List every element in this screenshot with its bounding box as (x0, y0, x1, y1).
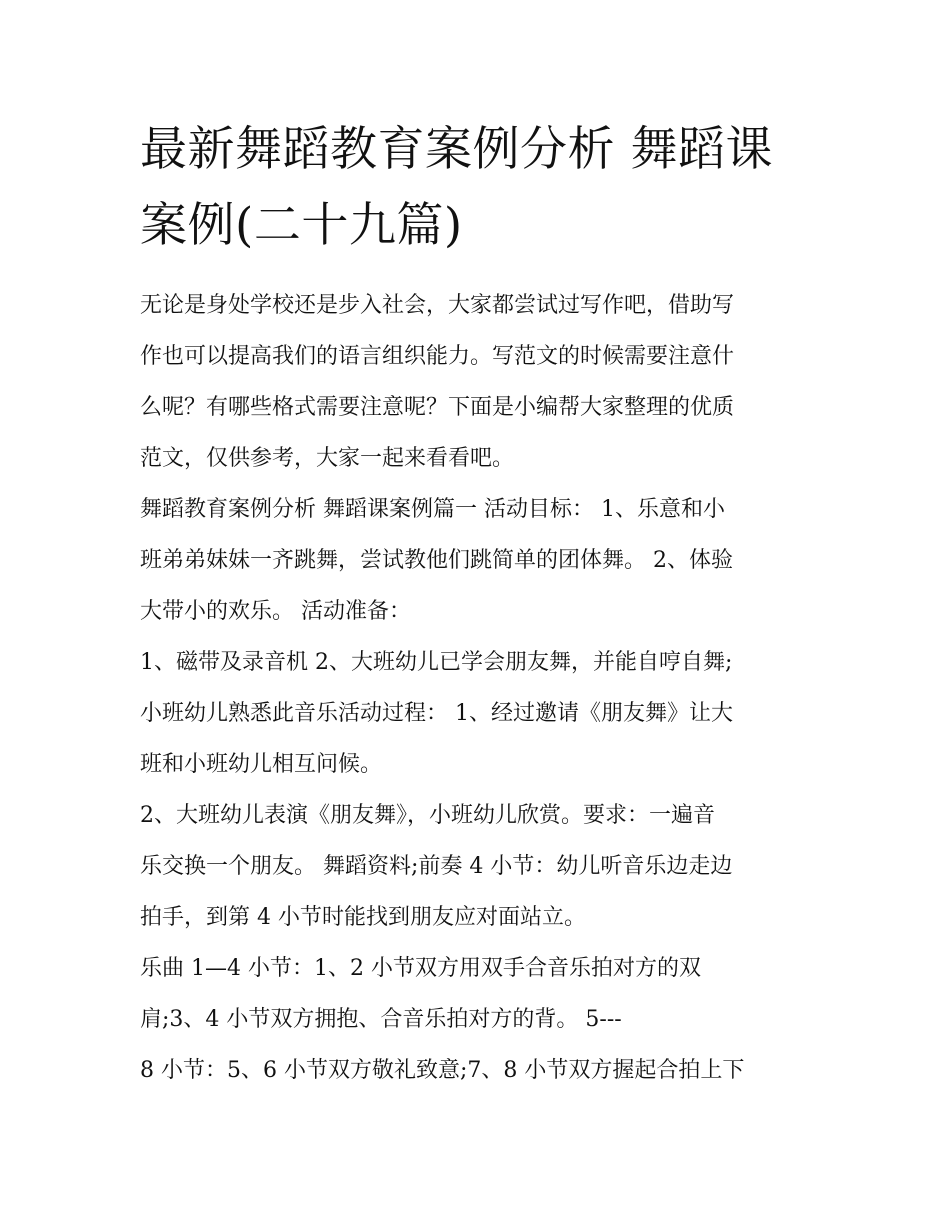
document-title (140, 112, 820, 264)
text-line: 班和小班幼儿相互问候。 (140, 752, 383, 777)
text-line: 班弟弟妹妹一齐跳舞，尝试教他们跳简单的团体舞。 2、体验 (140, 548, 733, 573)
title-line: 最新舞蹈教育案例分析 舞蹈课 (140, 122, 773, 177)
text-line: 作也可以提高我们的语言组织能力。写范文的时候需要注意什 (140, 344, 735, 369)
text-line: 拍手，到第 4 小节时能找到朋友应对面站立。 (140, 905, 586, 930)
text-line: 2、大班幼儿表演《朋友舞》，小班幼儿欣赏。要求：一遍音 (140, 803, 715, 828)
text-line: 范文，仅供参考，大家一起来看看吧。 (140, 446, 515, 471)
title-line: 案例(二十九篇) (140, 198, 463, 253)
text-line: 乐交换一个朋友。 舞蹈资料;前奏 4 小节：幼儿听音乐边走边 (140, 854, 733, 879)
text-line: 小班幼儿熟悉此音乐活动过程： 1、经过邀请《朋友舞》让大 (140, 701, 733, 726)
text-line: 无论是身处学校还是步入社会，大家都尝试过写作吧，借助写 (140, 293, 735, 318)
text-line: 1、磁带及录音机 2、大班幼儿已学会朋友舞，并能自哼自舞; (140, 650, 733, 675)
text-line: 大带小的欢乐。 活动准备： (140, 599, 411, 624)
text-line: 乐曲 1—4 小节：1、2 小节双方用双手合音乐拍对方的双 (140, 956, 701, 981)
text-line: 8 小节：5、6 小节双方敬礼致意;7、8 小节双方握起合拍上下 (140, 1058, 745, 1083)
document-body (140, 280, 820, 1096)
text-line: 舞蹈教育案例分析 舞蹈课案例篇一 活动目标： 1、乐意和小 (140, 497, 725, 522)
text-line: 么呢？有哪些格式需要注意呢？下面是小编帮大家整理的优质 (140, 395, 735, 420)
text-line: 肩;3、4 小节双方拥抱、合音乐拍对方的背。 5--- (140, 1007, 622, 1032)
